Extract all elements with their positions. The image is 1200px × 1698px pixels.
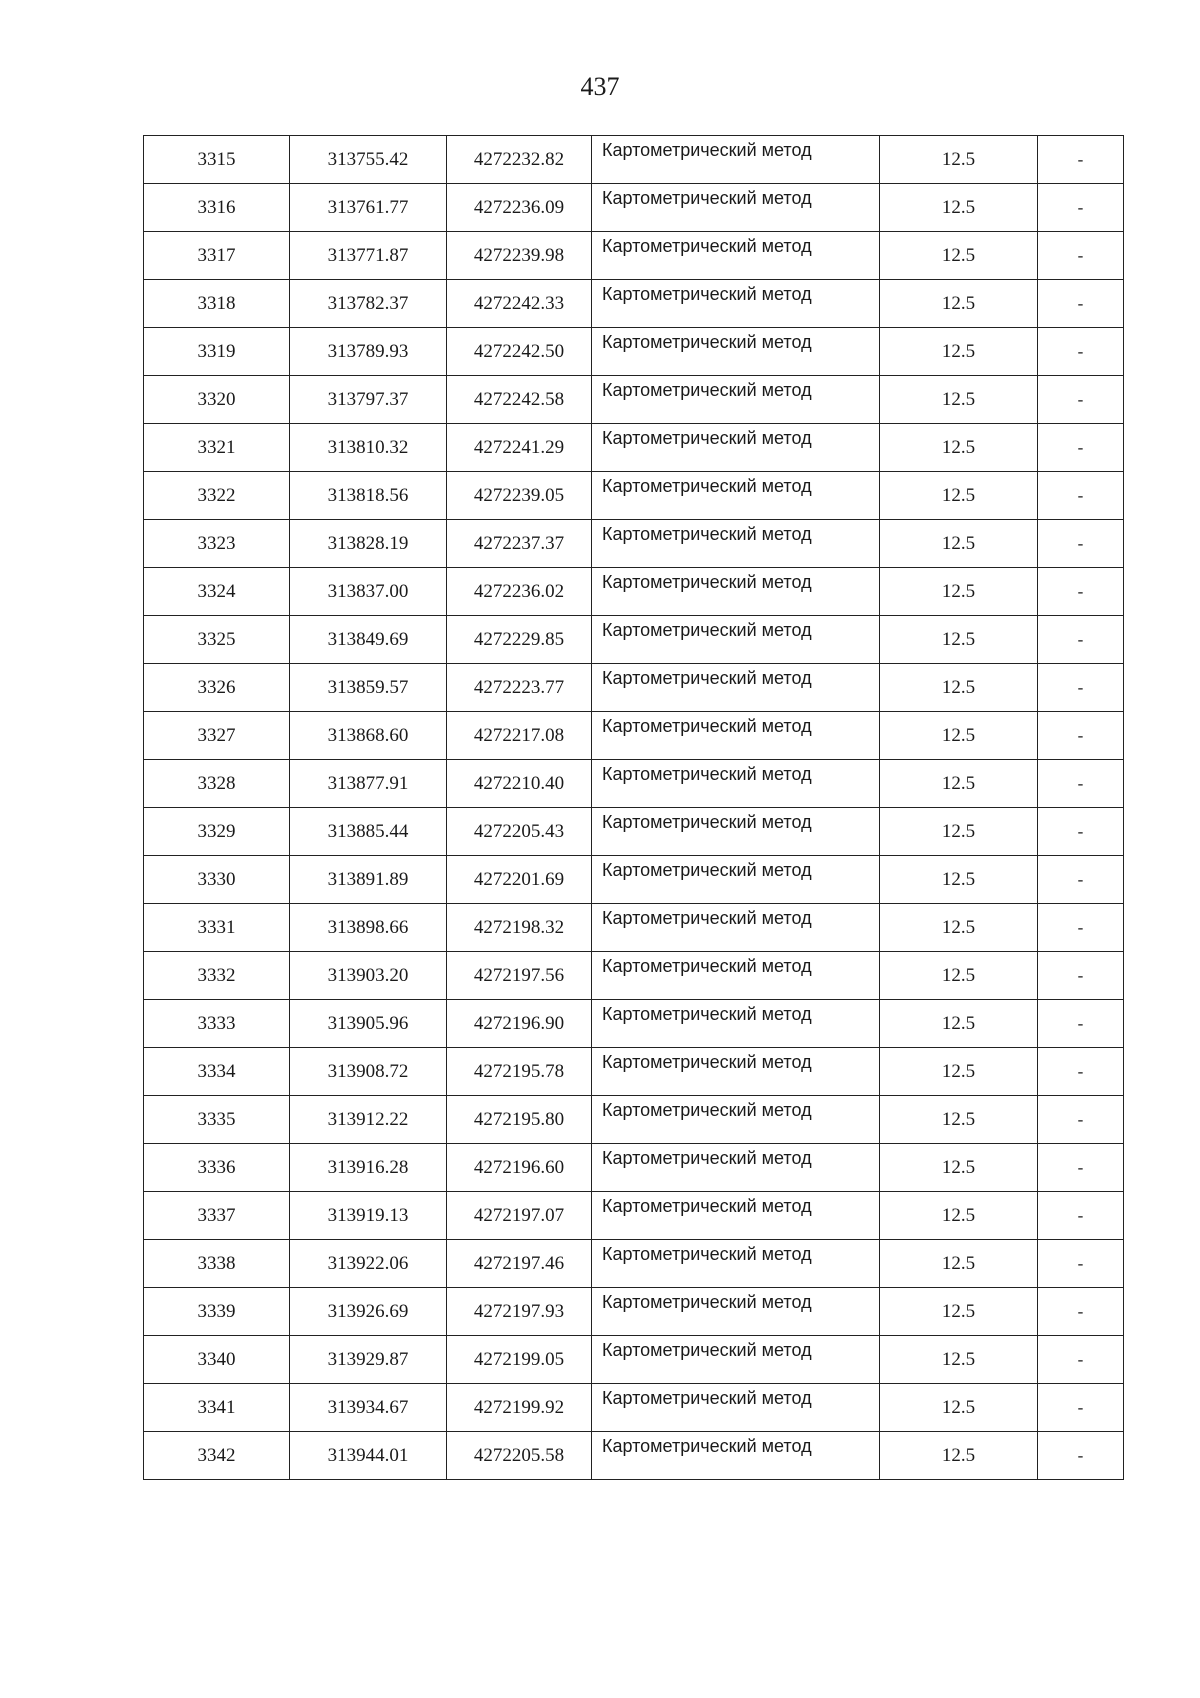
- y-coordinate-cell: 4272236.09: [447, 184, 592, 232]
- y-coordinate-cell: 4272229.85: [447, 616, 592, 664]
- point-id-cell: 3324: [144, 568, 290, 616]
- point-id-cell: 3336: [144, 1144, 290, 1192]
- point-id-cell: 3338: [144, 1240, 290, 1288]
- method-cell: Картометрический метод: [592, 520, 880, 568]
- method-cell: Картометрический метод: [592, 1048, 880, 1096]
- method-cell: Картометрический метод: [592, 1000, 880, 1048]
- table-row: [144, 1000, 1124, 1048]
- y-coordinate-cell: 4272239.98: [447, 232, 592, 280]
- precision-cell: 12.5: [880, 136, 1038, 184]
- point-id-cell: 3329: [144, 808, 290, 856]
- method-cell: Картометрический метод: [592, 232, 880, 280]
- x-coordinate-cell: 313789.93: [290, 328, 447, 376]
- table-row: [144, 568, 1124, 616]
- note-cell: -: [1038, 376, 1124, 424]
- note-cell: -: [1038, 1432, 1124, 1480]
- table-row: [144, 1240, 1124, 1288]
- point-id-cell: 3327: [144, 712, 290, 760]
- note-cell: -: [1038, 712, 1124, 760]
- x-coordinate-cell: 313868.60: [290, 712, 447, 760]
- x-coordinate-cell: 313944.01: [290, 1432, 447, 1480]
- x-coordinate-cell: 313898.66: [290, 904, 447, 952]
- note-cell: -: [1038, 1144, 1124, 1192]
- table-row: [144, 184, 1124, 232]
- y-coordinate-cell: 4272195.78: [447, 1048, 592, 1096]
- coordinates-table-body: [144, 136, 1124, 1480]
- precision-cell: 12.5: [880, 232, 1038, 280]
- precision-cell: 12.5: [880, 1192, 1038, 1240]
- note-cell: -: [1038, 952, 1124, 1000]
- table-row: [144, 280, 1124, 328]
- point-id-cell: 3320: [144, 376, 290, 424]
- method-cell: Картометрический метод: [592, 904, 880, 952]
- precision-cell: 12.5: [880, 1000, 1038, 1048]
- method-cell: Картометрический метод: [592, 1096, 880, 1144]
- x-coordinate-cell: 313859.57: [290, 664, 447, 712]
- point-id-cell: 3318: [144, 280, 290, 328]
- table-row: [144, 1288, 1124, 1336]
- method-cell: Картометрический метод: [592, 184, 880, 232]
- precision-cell: 12.5: [880, 1096, 1038, 1144]
- y-coordinate-cell: 4272197.46: [447, 1240, 592, 1288]
- precision-cell: 12.5: [880, 952, 1038, 1000]
- table-row: [144, 1336, 1124, 1384]
- y-coordinate-cell: 4272205.43: [447, 808, 592, 856]
- method-cell: Картометрический метод: [592, 952, 880, 1000]
- note-cell: -: [1038, 1048, 1124, 1096]
- precision-cell: 12.5: [880, 184, 1038, 232]
- point-id-cell: 3331: [144, 904, 290, 952]
- point-id-cell: 3328: [144, 760, 290, 808]
- note-cell: -: [1038, 568, 1124, 616]
- y-coordinate-cell: 4272197.93: [447, 1288, 592, 1336]
- method-cell: Картометрический метод: [592, 328, 880, 376]
- y-coordinate-cell: 4272197.56: [447, 952, 592, 1000]
- table-row: [144, 712, 1124, 760]
- x-coordinate-cell: 313849.69: [290, 616, 447, 664]
- x-coordinate-cell: 313908.72: [290, 1048, 447, 1096]
- point-id-cell: 3323: [144, 520, 290, 568]
- point-id-cell: 3340: [144, 1336, 290, 1384]
- precision-cell: 12.5: [880, 568, 1038, 616]
- y-coordinate-cell: 4272196.60: [447, 1144, 592, 1192]
- precision-cell: 12.5: [880, 616, 1038, 664]
- precision-cell: 12.5: [880, 472, 1038, 520]
- note-cell: -: [1038, 184, 1124, 232]
- note-cell: -: [1038, 1192, 1124, 1240]
- precision-cell: 12.5: [880, 904, 1038, 952]
- table-row: [144, 328, 1124, 376]
- point-id-cell: 3341: [144, 1384, 290, 1432]
- y-coordinate-cell: 4272197.07: [447, 1192, 592, 1240]
- method-cell: Картометрический метод: [592, 712, 880, 760]
- precision-cell: 12.5: [880, 1384, 1038, 1432]
- precision-cell: 12.5: [880, 424, 1038, 472]
- x-coordinate-cell: 313771.87: [290, 232, 447, 280]
- note-cell: -: [1038, 1096, 1124, 1144]
- note-cell: -: [1038, 1336, 1124, 1384]
- table-row: [144, 1384, 1124, 1432]
- precision-cell: 12.5: [880, 664, 1038, 712]
- note-cell: -: [1038, 904, 1124, 952]
- precision-cell: 12.5: [880, 1144, 1038, 1192]
- point-id-cell: 3333: [144, 1000, 290, 1048]
- method-cell: Картометрический метод: [592, 1288, 880, 1336]
- x-coordinate-cell: 313926.69: [290, 1288, 447, 1336]
- note-cell: -: [1038, 1240, 1124, 1288]
- y-coordinate-cell: 4272242.33: [447, 280, 592, 328]
- note-cell: -: [1038, 808, 1124, 856]
- y-coordinate-cell: 4272237.37: [447, 520, 592, 568]
- point-id-cell: 3322: [144, 472, 290, 520]
- coordinates-table: [143, 135, 1124, 1480]
- precision-cell: 12.5: [880, 760, 1038, 808]
- x-coordinate-cell: 313885.44: [290, 808, 447, 856]
- note-cell: -: [1038, 760, 1124, 808]
- precision-cell: 12.5: [880, 1432, 1038, 1480]
- table-row: [144, 616, 1124, 664]
- precision-cell: 12.5: [880, 328, 1038, 376]
- table-row: [144, 856, 1124, 904]
- note-cell: -: [1038, 616, 1124, 664]
- method-cell: Картометрический метод: [592, 1144, 880, 1192]
- note-cell: -: [1038, 232, 1124, 280]
- table-row: [144, 760, 1124, 808]
- precision-cell: 12.5: [880, 1048, 1038, 1096]
- x-coordinate-cell: 313916.28: [290, 1144, 447, 1192]
- x-coordinate-cell: 313818.56: [290, 472, 447, 520]
- table-row: [144, 136, 1124, 184]
- x-coordinate-cell: 313912.22: [290, 1096, 447, 1144]
- precision-cell: 12.5: [880, 808, 1038, 856]
- y-coordinate-cell: 4272223.77: [447, 664, 592, 712]
- precision-cell: 12.5: [880, 712, 1038, 760]
- y-coordinate-cell: 4272198.32: [447, 904, 592, 952]
- table-row: [144, 424, 1124, 472]
- point-id-cell: 3335: [144, 1096, 290, 1144]
- point-id-cell: 3315: [144, 136, 290, 184]
- table-row: [144, 1192, 1124, 1240]
- table-row: [144, 808, 1124, 856]
- method-cell: Картометрический метод: [592, 280, 880, 328]
- method-cell: Картометрический метод: [592, 616, 880, 664]
- note-cell: -: [1038, 328, 1124, 376]
- note-cell: -: [1038, 424, 1124, 472]
- method-cell: Картометрический метод: [592, 1432, 880, 1480]
- x-coordinate-cell: 313810.32: [290, 424, 447, 472]
- method-cell: Картометрический метод: [592, 1192, 880, 1240]
- point-id-cell: 3317: [144, 232, 290, 280]
- note-cell: -: [1038, 1384, 1124, 1432]
- point-id-cell: 3319: [144, 328, 290, 376]
- note-cell: -: [1038, 1288, 1124, 1336]
- table-row: [144, 1432, 1124, 1480]
- table-row: [144, 1048, 1124, 1096]
- table-row: [144, 376, 1124, 424]
- precision-cell: 12.5: [880, 376, 1038, 424]
- x-coordinate-cell: 313903.20: [290, 952, 447, 1000]
- method-cell: Картометрический метод: [592, 760, 880, 808]
- x-coordinate-cell: 313919.13: [290, 1192, 447, 1240]
- x-coordinate-cell: 313797.37: [290, 376, 447, 424]
- x-coordinate-cell: 313929.87: [290, 1336, 447, 1384]
- x-coordinate-cell: 313891.89: [290, 856, 447, 904]
- precision-cell: 12.5: [880, 1240, 1038, 1288]
- point-id-cell: 3337: [144, 1192, 290, 1240]
- precision-cell: 12.5: [880, 856, 1038, 904]
- x-coordinate-cell: 313922.06: [290, 1240, 447, 1288]
- table-row: [144, 520, 1124, 568]
- page-number: 437: [580, 72, 620, 101]
- point-id-cell: 3332: [144, 952, 290, 1000]
- y-coordinate-cell: 4272217.08: [447, 712, 592, 760]
- x-coordinate-cell: 313761.77: [290, 184, 447, 232]
- x-coordinate-cell: 313782.37: [290, 280, 447, 328]
- note-cell: -: [1038, 664, 1124, 712]
- y-coordinate-cell: 4272199.05: [447, 1336, 592, 1384]
- y-coordinate-cell: 4272199.92: [447, 1384, 592, 1432]
- point-id-cell: 3342: [144, 1432, 290, 1480]
- y-coordinate-cell: 4272242.50: [447, 328, 592, 376]
- y-coordinate-cell: 4272241.29: [447, 424, 592, 472]
- point-id-cell: 3321: [144, 424, 290, 472]
- note-cell: -: [1038, 472, 1124, 520]
- table-row: [144, 1096, 1124, 1144]
- x-coordinate-cell: 313837.00: [290, 568, 447, 616]
- method-cell: Картометрический метод: [592, 568, 880, 616]
- y-coordinate-cell: 4272236.02: [447, 568, 592, 616]
- point-id-cell: 3330: [144, 856, 290, 904]
- y-coordinate-cell: 4272232.82: [447, 136, 592, 184]
- method-cell: Картометрический метод: [592, 472, 880, 520]
- y-coordinate-cell: 4272242.58: [447, 376, 592, 424]
- y-coordinate-cell: 4272201.69: [447, 856, 592, 904]
- note-cell: -: [1038, 520, 1124, 568]
- method-cell: Картометрический метод: [592, 664, 880, 712]
- method-cell: Картометрический метод: [592, 136, 880, 184]
- point-id-cell: 3334: [144, 1048, 290, 1096]
- table-row: [144, 664, 1124, 712]
- note-cell: -: [1038, 136, 1124, 184]
- x-coordinate-cell: 313828.19: [290, 520, 447, 568]
- table-row: [144, 952, 1124, 1000]
- x-coordinate-cell: 313877.91: [290, 760, 447, 808]
- table-row: [144, 472, 1124, 520]
- x-coordinate-cell: 313755.42: [290, 136, 447, 184]
- precision-cell: 12.5: [880, 280, 1038, 328]
- point-id-cell: 3325: [144, 616, 290, 664]
- y-coordinate-cell: 4272210.40: [447, 760, 592, 808]
- method-cell: Картометрический метод: [592, 856, 880, 904]
- point-id-cell: 3316: [144, 184, 290, 232]
- precision-cell: 12.5: [880, 520, 1038, 568]
- method-cell: Картометрический метод: [592, 376, 880, 424]
- method-cell: Картометрический метод: [592, 1336, 880, 1384]
- note-cell: -: [1038, 280, 1124, 328]
- note-cell: -: [1038, 856, 1124, 904]
- table-row: [144, 1144, 1124, 1192]
- point-id-cell: 3326: [144, 664, 290, 712]
- precision-cell: 12.5: [880, 1336, 1038, 1384]
- x-coordinate-cell: 313905.96: [290, 1000, 447, 1048]
- table-row: [144, 232, 1124, 280]
- y-coordinate-cell: 4272195.80: [447, 1096, 592, 1144]
- method-cell: Картометрический метод: [592, 1384, 880, 1432]
- point-id-cell: 3339: [144, 1288, 290, 1336]
- precision-cell: 12.5: [880, 1288, 1038, 1336]
- y-coordinate-cell: 4272196.90: [447, 1000, 592, 1048]
- y-coordinate-cell: 4272205.58: [447, 1432, 592, 1480]
- method-cell: Картометрический метод: [592, 424, 880, 472]
- method-cell: Картометрический метод: [592, 1240, 880, 1288]
- method-cell: Картометрический метод: [592, 808, 880, 856]
- y-coordinate-cell: 4272239.05: [447, 472, 592, 520]
- note-cell: -: [1038, 1000, 1124, 1048]
- table-row: [144, 904, 1124, 952]
- x-coordinate-cell: 313934.67: [290, 1384, 447, 1432]
